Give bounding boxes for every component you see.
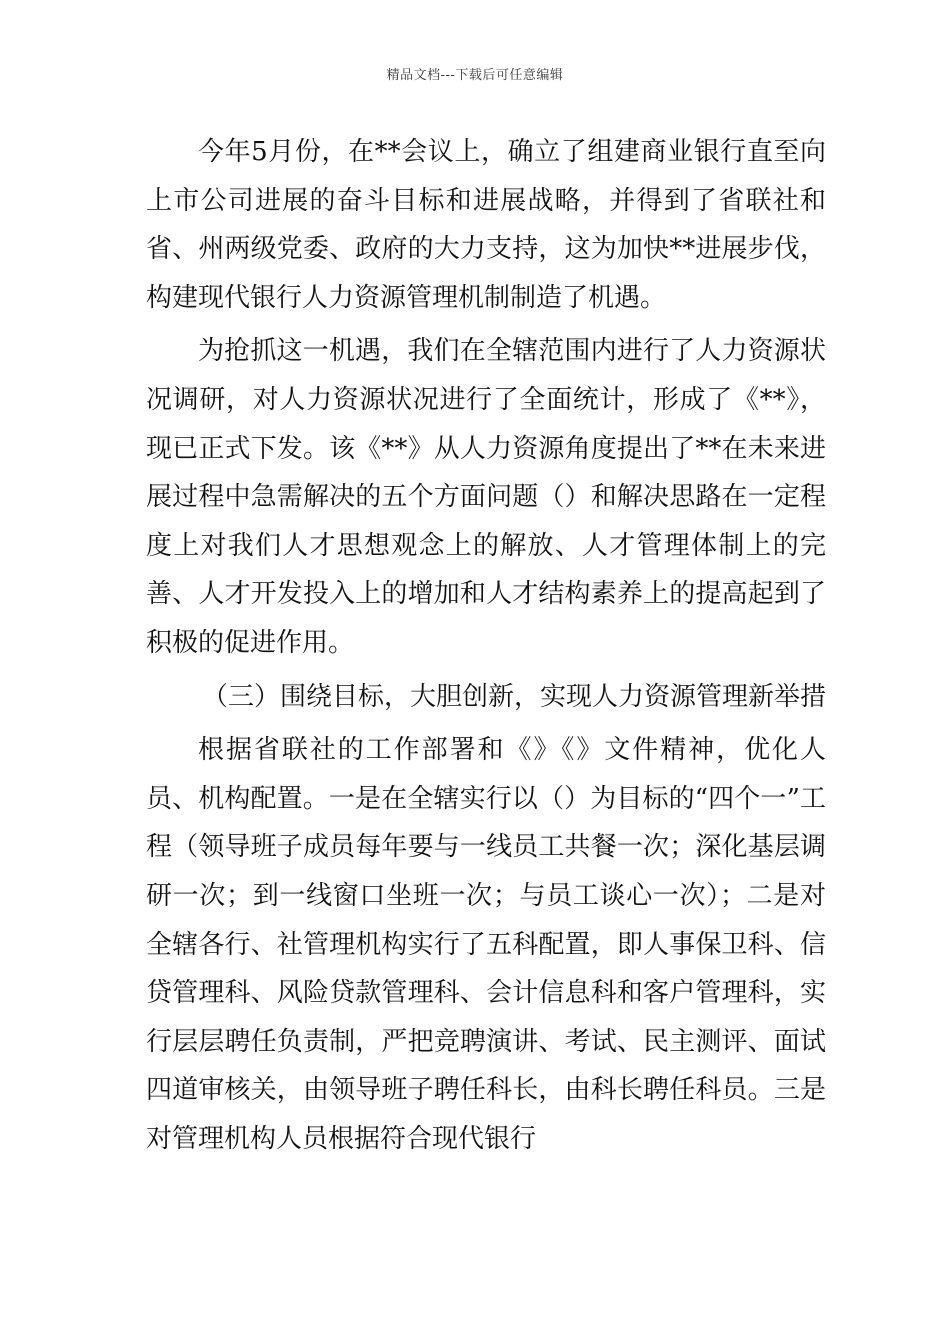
document-body — [146, 128, 826, 1163]
page-header: 精品文档---下载后可任意编辑 — [386, 68, 564, 83]
paragraph-measures: 根据省联社的工作部署和《》《》文件精神，优化人员、机构配置。一是在全辖实行以（）为目标的“四个一”工程（领导班子成员每年要与一线员工共餐一次；深化基层调研一次；到一线窗口坐班一次；与员工谈心一次）；二是对全辖各行、社管理机构实行了五科配置，即人事保卫科、信贷管理科、风险贷款管理科、会计信息科和客户管理科，实行层层聘任负责制，严把竞聘演讲、考试、民主测评、面试四道审核关，由领导班子聘任科长，由科长聘任科员。三是对管理机构人员根据符合现代银行 — [146, 735, 826, 1154]
paragraph-survey: 为抢抓这一机遇，我们在全辖范围内进行了人力资源状况调研，对人力资源状况进行了全面统计，形成了《**》，现已正式下发。该《**》从人力资源角度提出了**在未来进展过程中急需解决的五个方面问题（）和解决思路在一定程度上对我们人才思想观念上的解放、人才管理体制上的完善、人才开发投入上的增加和人才结构素养上的提高起到了积极的促进作用。 — [146, 336, 826, 658]
section-heading: （三）围绕目标，大胆创新，实现人力资源管理新举措 — [202, 681, 827, 712]
paragraph-opportunity: 今年5月份，在**会议上，确立了组建商业银行直至向上市公司进展的奋斗目标和进展战略，并得到了省联社和省、州两级党委、政府的大力支持，这为加快**进展步伐，构建现代银行人力资源管理机制制造了机遇。 — [146, 137, 826, 313]
